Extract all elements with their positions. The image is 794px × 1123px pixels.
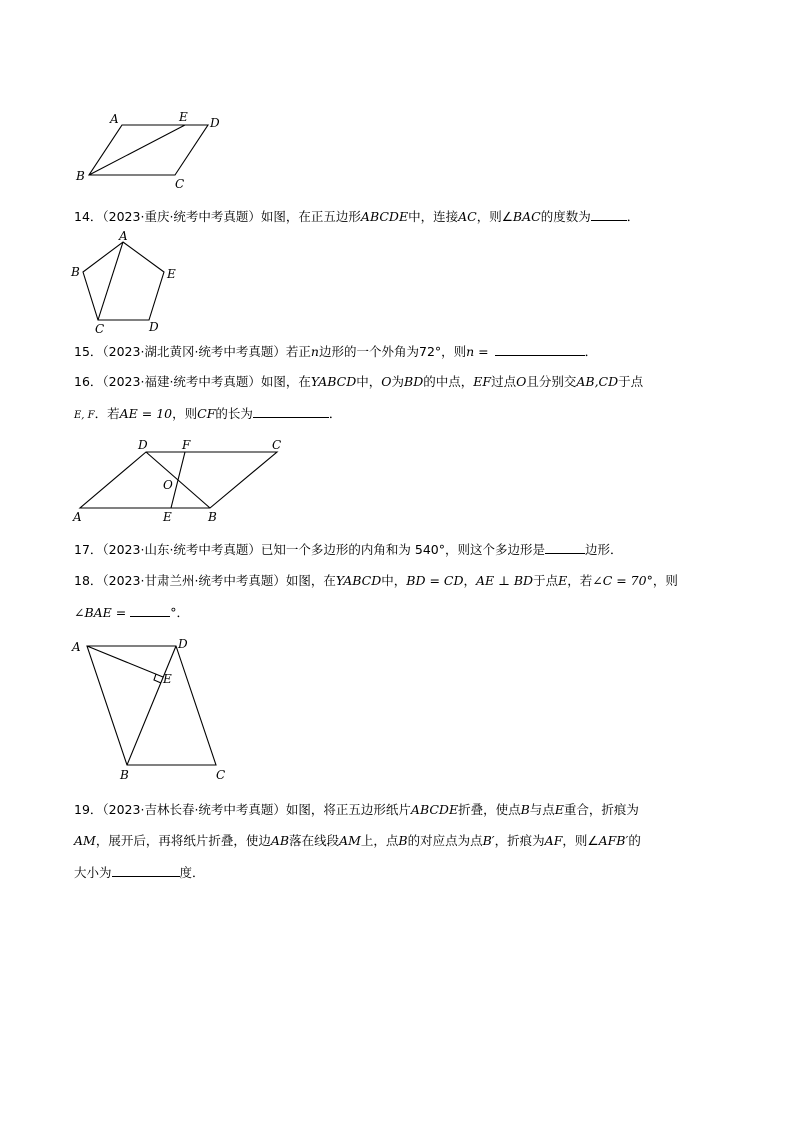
q19-text-8: 的对应点为点	[407, 833, 483, 848]
q15-n: n	[310, 344, 319, 359]
q14-text-3: ，则∠	[476, 209, 513, 224]
q18-cond2: AE ⊥ BD	[476, 573, 534, 588]
label-d: D	[178, 637, 188, 651]
q19-text-5: ，展开后，再将纸片折叠，使边	[95, 833, 271, 848]
q14-angle: BAC	[512, 209, 541, 224]
q15-text-2: 边形的一个外角为72°，则	[318, 344, 467, 359]
q16-text-7: 于点	[618, 374, 644, 389]
q16-text-9: ，则	[172, 406, 198, 421]
q19-text: 19．（2023·吉林长春·统考中考真题）如图，将正五边形纸片	[74, 802, 411, 817]
segment-ae	[87, 646, 163, 677]
label-e: E	[163, 672, 172, 686]
q15-eq: n =	[466, 344, 489, 359]
q16-abcd: AB,CD	[576, 374, 619, 389]
q19-text-4: 重合，折痕为	[563, 802, 639, 817]
q14-pentagon: ABCDE	[360, 209, 409, 224]
q17-text: 17．（2023·山东·统考中考真题）已知一个多边形的内角和为 540°，则这个多边形是	[74, 542, 545, 557]
label-c: C	[95, 322, 105, 336]
q19-text-11: 的	[628, 833, 641, 848]
q19-ab: AB	[270, 833, 290, 848]
q14-text-4: 的度数为	[540, 209, 591, 224]
q16-cond: AE = 10	[119, 406, 173, 421]
label-b: B	[120, 768, 129, 782]
question-19-line-2	[74, 833, 641, 849]
q18-text: 18．（2023·甘肃兰州·统考中考真题）如图，在	[74, 573, 336, 588]
label-e: E	[163, 510, 172, 524]
q16-text-5: 过点	[491, 374, 517, 389]
q17-text-2: 边形．	[585, 542, 623, 557]
label-a: A	[119, 229, 128, 243]
label-a: A	[72, 640, 81, 654]
label-f: F	[182, 438, 191, 452]
q18-text-2: 中，	[381, 573, 407, 588]
label-c: C	[216, 768, 226, 782]
q18-cond3: ∠C = 70°	[592, 573, 653, 588]
label-b: B	[71, 265, 80, 279]
q19-text-12: 大小为	[74, 865, 112, 880]
q19-text-13: 度．	[179, 865, 205, 880]
label-d: D	[210, 116, 220, 130]
q19-angle: AFB′	[598, 833, 629, 848]
q16-parallelogram-symbol: Y	[310, 374, 319, 389]
q18-cond1: BD = CD	[406, 573, 464, 588]
q14-seg: AC	[458, 209, 477, 224]
diagonal-bd	[127, 646, 176, 765]
q16-pgram: ABCD	[318, 374, 357, 389]
q16-text-6: 且分别交	[526, 374, 577, 389]
question-19-line-1	[74, 802, 639, 818]
q19-e: E	[554, 802, 564, 817]
label-d: D	[149, 320, 159, 334]
q16-ef-points: E, F	[74, 410, 95, 421]
label-c: C	[272, 438, 282, 452]
q19-am2: AM	[339, 833, 361, 848]
q15-text: 15．（2023·湖北黄冈·统考中考真题）若正	[74, 344, 311, 359]
answer-blank-19[interactable]	[112, 864, 180, 877]
q18-end: °．	[170, 605, 190, 620]
label-a: A	[73, 510, 82, 524]
q19-am: AM	[74, 833, 96, 848]
q18-angle: ∠BAE =	[74, 605, 127, 620]
q16-text-4: 的中点，	[423, 374, 474, 389]
q18-text-3: ，	[463, 573, 476, 588]
q16-end: ．	[328, 406, 342, 421]
q18-pgram: ABCD	[343, 573, 382, 588]
q16-bd: BD	[404, 374, 424, 389]
q19-b2: B	[398, 833, 408, 848]
q16-ef: EF	[473, 374, 492, 389]
label-o: O	[163, 478, 173, 492]
q19-b: B	[520, 802, 530, 817]
label-e: E	[179, 110, 188, 124]
label-b: B	[208, 510, 217, 524]
q16-text-8: ．若	[94, 406, 120, 421]
q14-text: 14．（2023·重庆·统考中考真题）如图，在正五边形	[74, 209, 361, 224]
q19-text-3: 与点	[529, 802, 555, 817]
q19-bp: B′	[482, 833, 495, 848]
label-d: D	[138, 438, 148, 452]
q16-text-2: 中，	[356, 374, 382, 389]
q16-o2: O	[516, 374, 527, 389]
q18-e: E	[558, 573, 568, 588]
q16-text-10: 的长为	[215, 406, 253, 421]
q16-text: 16．（2023·福建·统考中考真题）如图，在	[74, 374, 311, 389]
label-c: C	[175, 177, 185, 191]
q19-pentagon: ABCDE	[410, 802, 459, 817]
q14-text-2: 中，连接	[408, 209, 459, 224]
label-b: B	[76, 169, 85, 183]
label-e: E	[167, 267, 176, 281]
question-19-line-3	[74, 864, 205, 881]
q19-text-10: ，则∠	[562, 833, 599, 848]
q18-text-5: ，若	[567, 573, 593, 588]
label-a: A	[110, 112, 119, 126]
q18-text-4: 于点	[533, 573, 559, 588]
q19-text-2: 折叠，使点	[458, 802, 521, 817]
q18-parallelogram-symbol: Y	[335, 573, 344, 588]
q19-text-9: ，折痕为	[494, 833, 545, 848]
q19-af: AF	[544, 833, 563, 848]
q19-text-6: 落在线段	[289, 833, 340, 848]
q14-end: ．	[626, 209, 640, 224]
q15-end: ．	[584, 344, 598, 359]
q18-text-6: ，则	[652, 573, 678, 588]
q19-text-7: 上，点	[360, 833, 399, 848]
q16-cf: CF	[197, 406, 216, 421]
q16-text-3: 为	[391, 374, 405, 389]
q16-o: O	[381, 374, 392, 389]
